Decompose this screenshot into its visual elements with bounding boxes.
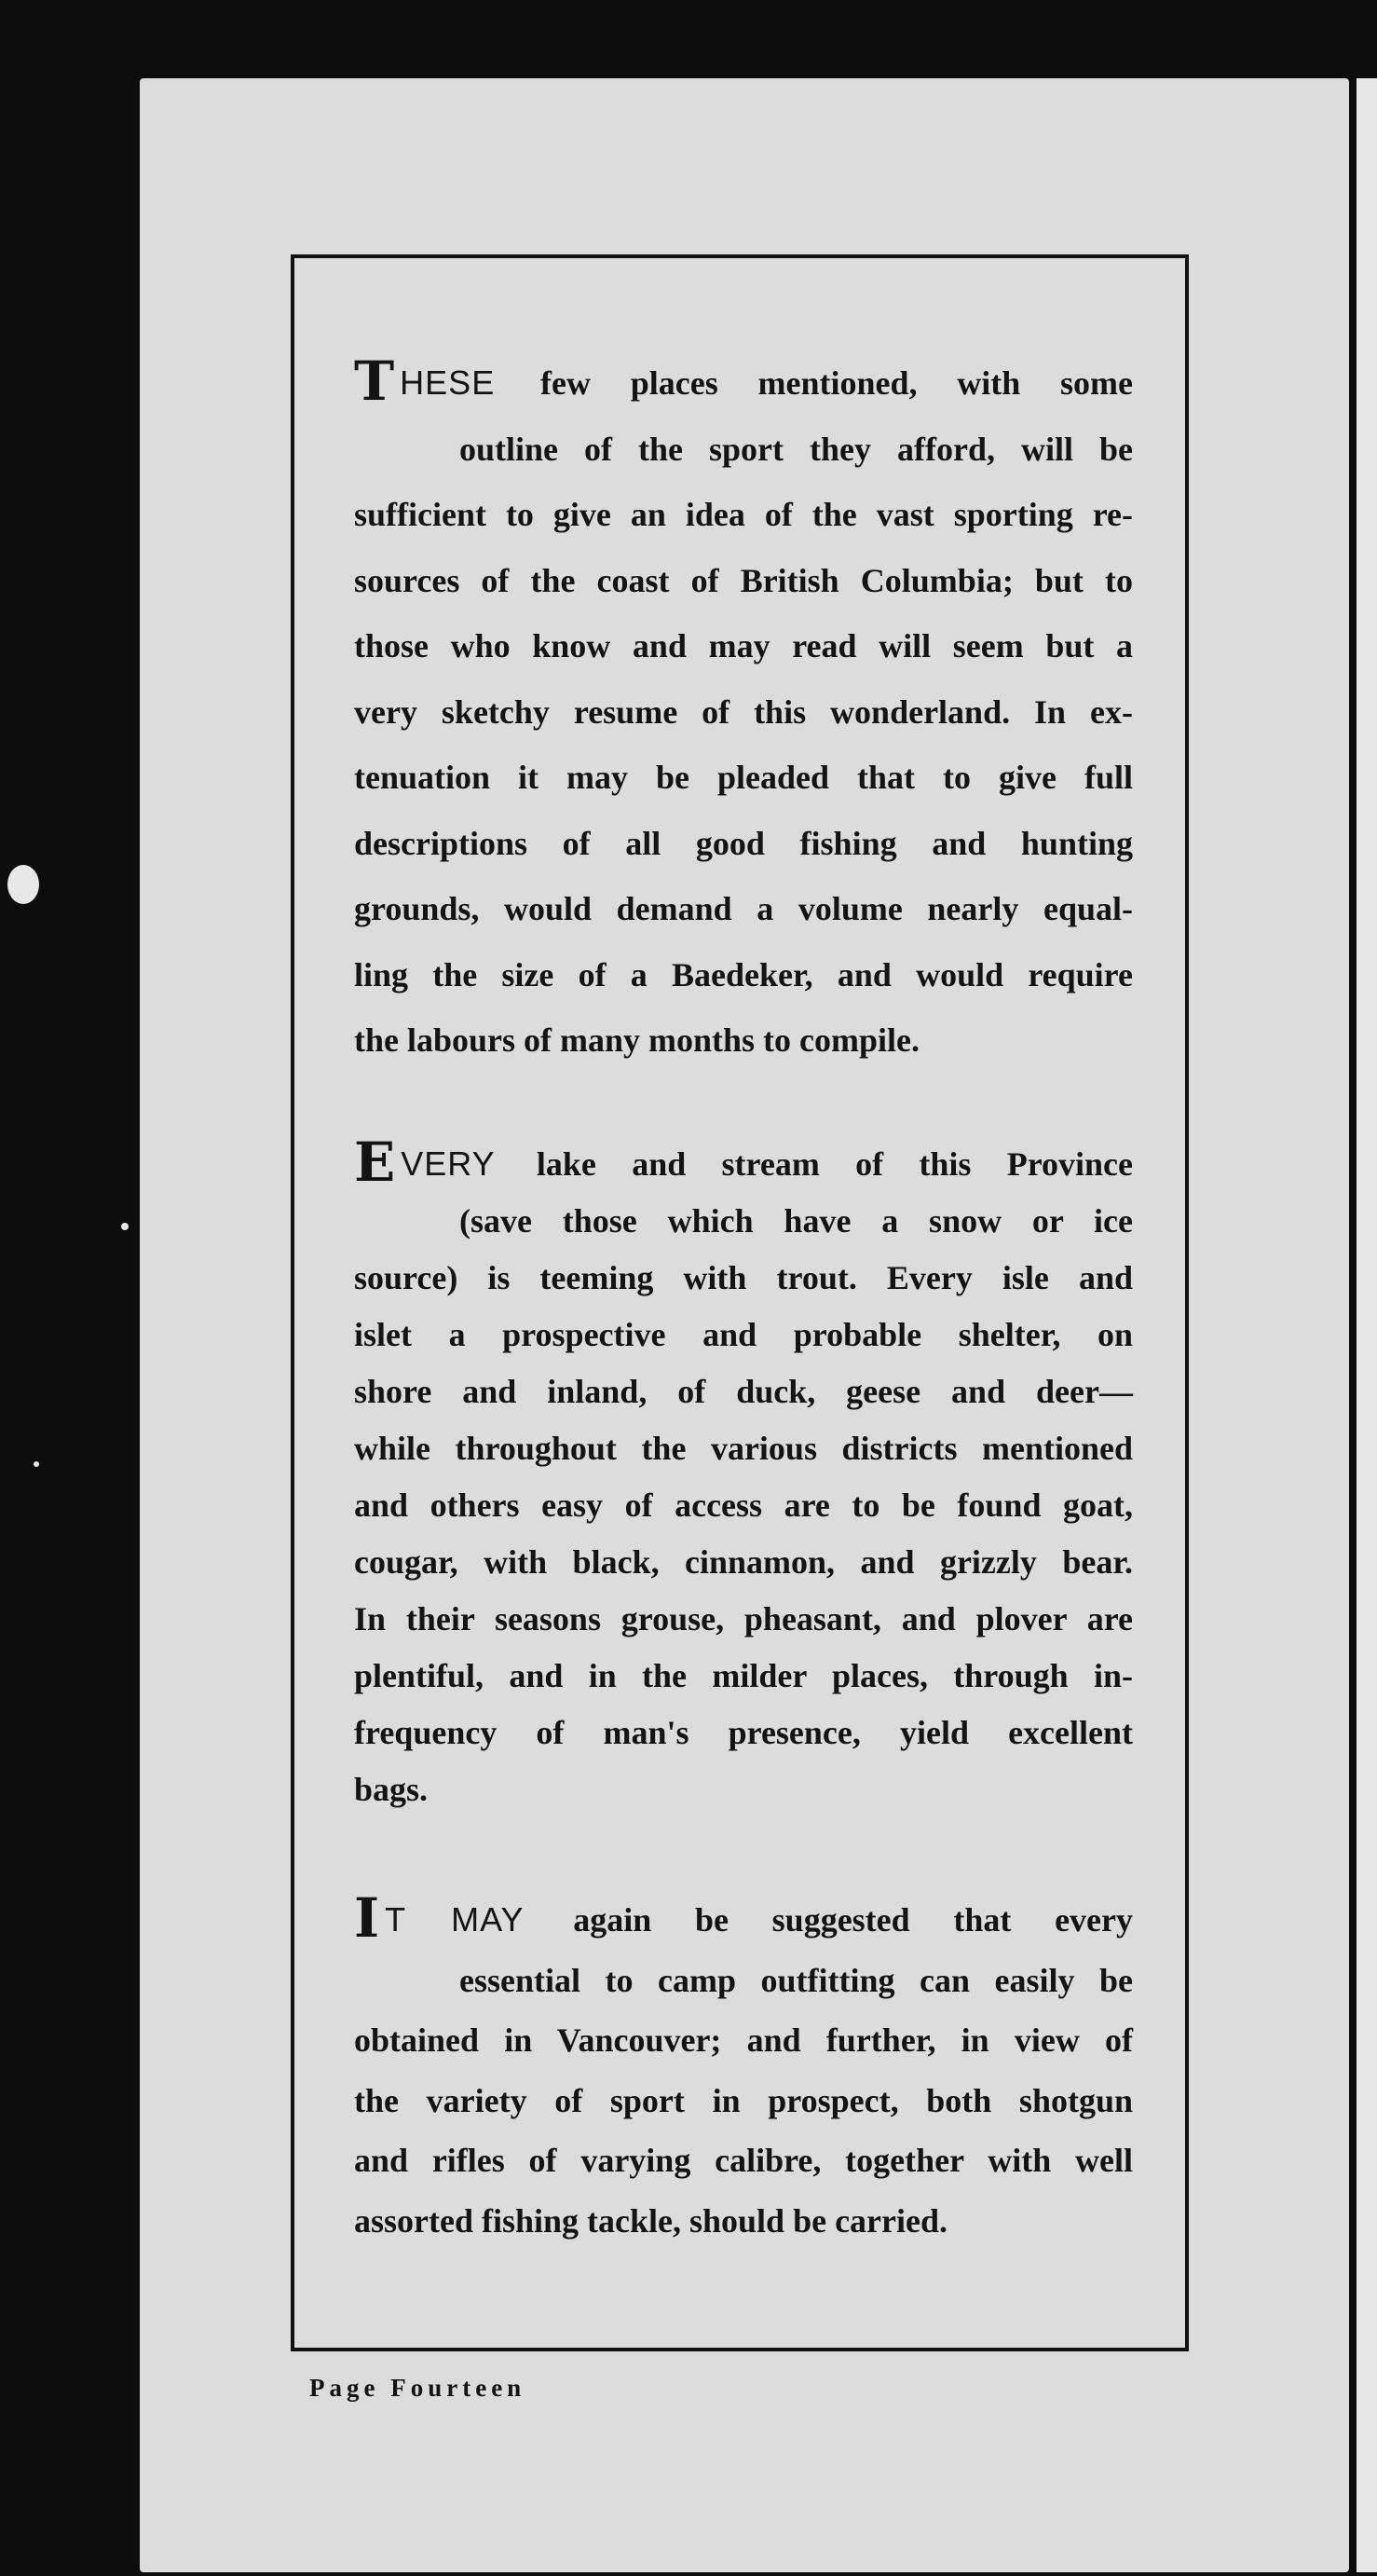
paragraph-line: grounds, would demand a volume nearly equal- xyxy=(354,890,1133,927)
paragraph-line: the labours of many months to compile. xyxy=(354,1021,920,1059)
paragraph-line: those who know and may read will seem but a xyxy=(354,627,1133,665)
paragraph-line: the variety of sport in prospect, both shotgun xyxy=(354,2081,1133,2119)
paragraph-3 xyxy=(354,1886,1134,2251)
paragraph-line xyxy=(354,1130,1133,1194)
paragraph-line: obtained in Vancouver; and further, in view of xyxy=(354,2021,1133,2059)
scan-speck xyxy=(7,865,39,904)
paragraph-line: outline of the sport they afford, will be xyxy=(459,430,1133,468)
line-text: lake and stream of this Province xyxy=(536,1145,1133,1183)
paragraph-line xyxy=(354,1886,1134,1951)
adjacent-page-edge xyxy=(1357,78,1377,2572)
paragraph-line: tenuation it may be pleaded that to give full xyxy=(354,759,1133,796)
line-text: again be suggested that every xyxy=(573,1901,1134,1939)
scan-speck xyxy=(121,1223,129,1230)
paragraph-line: descriptions of all good fishing and hunting xyxy=(354,824,1133,862)
paragraph-line: and others easy of access are to be found goat, xyxy=(354,1487,1133,1524)
opening-capitals: T MAY xyxy=(385,1900,525,1939)
drop-cap-letter: T xyxy=(354,349,395,413)
paragraph-line: sufficient to give an idea of the vast sporting re- xyxy=(354,496,1133,533)
paragraph-line: In their seasons grouse, pheasant, and plover are xyxy=(354,1600,1133,1637)
page-number-footer: Page Fourteen xyxy=(309,2374,526,2402)
paragraph-line: shore and inland, of duck, geese and deer— xyxy=(354,1373,1133,1410)
paragraph-line: sources of the coast of British Columbia; but to xyxy=(354,561,1133,599)
paragraph-line: assorted fishing tackle, should be carried. xyxy=(354,2201,948,2240)
paragraph-line: frequency of man's presence, yield excellent xyxy=(354,1714,1133,1751)
line-text: few places mentioned, with some xyxy=(539,364,1133,402)
paragraph-line: while throughout the various districts mentioned xyxy=(354,1430,1133,1467)
paragraph-line: (save those which have a snow or ice xyxy=(459,1202,1133,1240)
scan-speck xyxy=(34,1461,39,1467)
paragraph-line: islet a prospective and probable shelter, on xyxy=(354,1316,1133,1353)
paragraph-line: source) is teeming with trout. Every isle and xyxy=(354,1259,1133,1296)
paragraph-line: essential to camp outfitting can easily be xyxy=(459,1961,1133,1999)
paragraph-line: ling the size of a Baedeker, and would require xyxy=(354,955,1133,993)
paragraph-line: and rifles of varying calibre, together with well xyxy=(354,2142,1133,2179)
paragraph-line: very sketchy resume of this wonderland. In ex- xyxy=(354,692,1133,731)
paragraph-2 xyxy=(354,1130,1133,1818)
paragraph-line: cougar, with black, cinnamon, and grizzly bear. xyxy=(354,1543,1133,1581)
drop-cap-letter: E xyxy=(354,1130,396,1194)
paragraph-line: plentiful, and in the milder places, through in- xyxy=(354,1657,1133,1694)
drop-cap-letter: I xyxy=(354,1886,380,1950)
opening-capitals: HESE xyxy=(400,363,496,402)
paragraph-line xyxy=(354,350,1133,417)
opening-capitals: VERY xyxy=(401,1144,496,1183)
paragraph-1 xyxy=(354,350,1133,1074)
paragraph-line: bags. xyxy=(354,1771,429,1808)
